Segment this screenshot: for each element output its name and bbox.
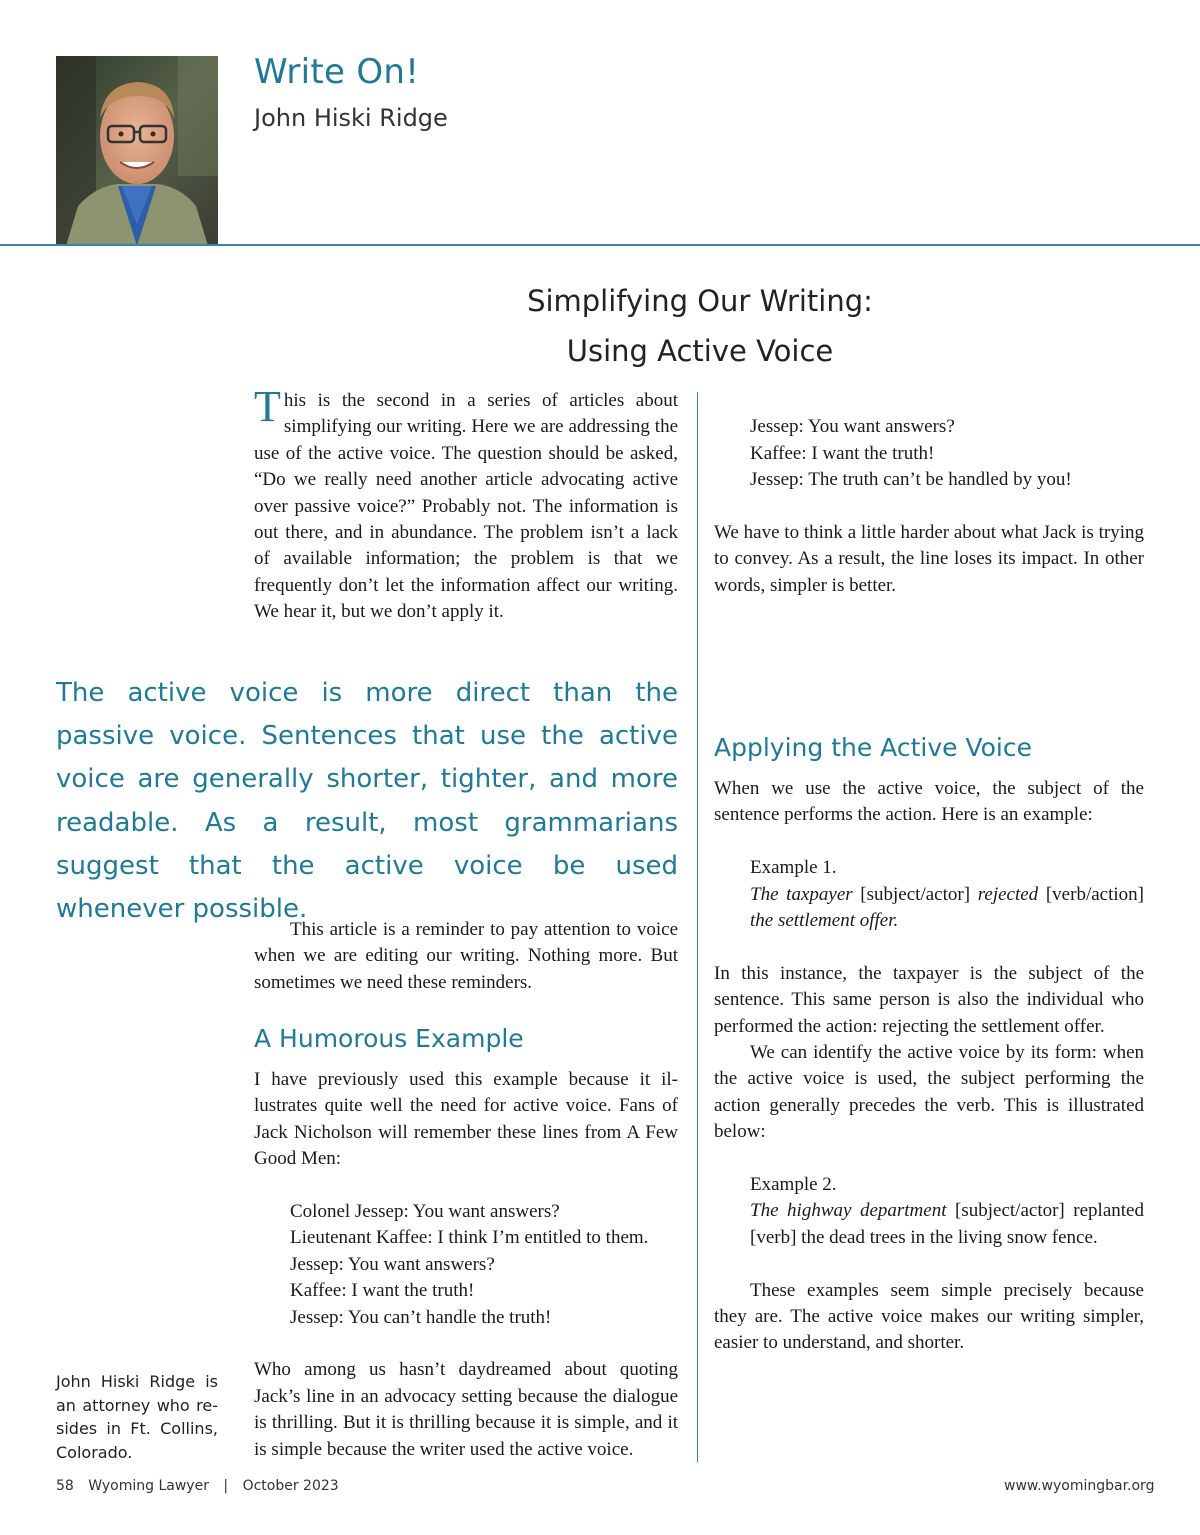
- humor-after-paragraph: Who among us hasn’t daydreamed about quoting Jack’s line in an advocacy setting because the dialogue is thrilling. But it is thrilling because it is simple, and it is simple because the writer used the active voice.: [254, 1359, 678, 1460]
- example-2-rest: [subject/actor] replanted [verb] the dead trees in the living snow fence.: [750, 1200, 1144, 1248]
- intro-text: his is the second in a series of articles about simplifying our writing. Here we are addressing the use of the active voice. The question should be asked, “Do we really need another article advocating active over passive voice?” Probably not. The information is out there, and in abundance. The problem isn’t a lack of available information; the problem is that we frequently don’t let the information affect our writing. We hear it, but we don’t apply it.: [254, 390, 678, 623]
- example-2-text: [750, 1198, 1144, 1251]
- drop-cap: T: [254, 382, 281, 431]
- applying-intro: When we use the active voice, the subject of the sentence performs the action. Here is an example:: [714, 778, 1144, 826]
- issue-date: October 2023: [242, 1478, 339, 1494]
- example-1-verb: rejected: [977, 883, 1039, 905]
- spacer: [714, 494, 1144, 520]
- author-photo: [56, 56, 218, 246]
- spacer: [714, 1146, 1144, 1172]
- dialogue-line: Jessep: The truth can’t be handled by you!: [750, 469, 1072, 491]
- website-link[interactable]: www.wyomingbar.org: [1004, 1478, 1155, 1494]
- section-heading-humorous-example: A Humorous Example: [254, 1024, 524, 1053]
- example-1: [750, 855, 1144, 934]
- column-divider: [697, 392, 698, 1462]
- spacer: [714, 829, 1144, 855]
- humorous-example-section: [254, 1067, 678, 1463]
- dialogue-line: Lieutenant Kaffee: I think I’m entitled to them.: [290, 1227, 649, 1249]
- example-2-label: Example 2.: [750, 1174, 837, 1196]
- spacer: [714, 934, 1144, 960]
- dialogue-line: Colonel Jessep: You want answers?: [290, 1201, 560, 1223]
- example-2-subject: The highway department: [750, 1200, 947, 1222]
- spacer: [714, 1251, 1144, 1277]
- publication-name: Wyoming Lawyer: [88, 1478, 209, 1494]
- identify-paragraph: We can identify the active voice by its form: when the active voice is used, the subject performing the action generally precedes the verb. This is illustrated below:: [714, 1042, 1144, 1143]
- dialogue-block-original: [290, 1199, 678, 1331]
- column-author: John Hiski Ridge: [254, 104, 448, 132]
- humor-intro: I have previously used this example because it illustrates quite well the need for active voice. Fans of Jack Nicholson will remember these lines from A Few Good Men:: [254, 1069, 678, 1170]
- section-heading-applying-active-voice: Applying the Active Voice: [714, 733, 1032, 762]
- instance-paragraph: In this instance, the taxpayer is the subject of the sentence. This same person is also the individual who performed the action: rejecting the settlement offer.: [714, 962, 1144, 1037]
- example-1-tag-verb: [verb/action]: [1038, 883, 1144, 905]
- spacer: [254, 1331, 678, 1357]
- spacer: [714, 388, 1144, 414]
- example-1-label: Example 1.: [750, 857, 837, 879]
- page-number: 58: [56, 1478, 74, 1494]
- dialogue-line: Kaffee: I want the truth!: [750, 442, 935, 464]
- reminder-paragraph: [254, 917, 678, 996]
- footer-left: [56, 1478, 349, 1494]
- closing-paragraph: These examples seem simple precisely because they are. The active voice makes our writing simpler, easier to understand, and shorter.: [714, 1279, 1144, 1354]
- dialogue-block-passive: [750, 414, 1144, 493]
- dialogue-line: Jessep: You can’t handle the truth!: [290, 1306, 552, 1328]
- right-column-upper: [714, 388, 1144, 718]
- dialogue-line: Kaffee: I want the truth!: [290, 1280, 475, 1302]
- footer-separator: |: [223, 1478, 229, 1494]
- applying-section: [714, 776, 1144, 1357]
- example-1-text: [750, 882, 1144, 935]
- column-title: Write On!: [254, 52, 420, 92]
- article-title: [500, 276, 900, 376]
- reminder-text: This article is a reminder to pay attention to voice when we are editing our writing. Nothing more. But sometimes we need these reminders.: [254, 919, 678, 993]
- article-title-line2: Using Active Voice: [566, 334, 834, 368]
- spacer: [254, 1173, 678, 1199]
- dialogue-line: Jessep: You want answers?: [750, 416, 955, 438]
- pull-quote: The active voice is more direct than the passive voice. Sentences that use the active voice are generally shorter, tighter, and more readable. As a result, most grammarians suggest that the active voice be used whenever possible.: [56, 678, 678, 925]
- article-title-line1: Simplifying Our Writing:: [527, 284, 873, 318]
- dialogue-line: Jessep: You want answers?: [290, 1253, 495, 1275]
- example-1-subject: The taxpayer: [750, 883, 853, 905]
- intro-paragraph: [254, 382, 678, 626]
- example-2: [750, 1172, 1144, 1251]
- author-bio: John Hiski Ridge is an attorney who resides in Ft. Collins, Colorado.: [56, 1372, 218, 1462]
- example-1-tag-subject: [subject/actor]: [852, 883, 978, 905]
- jack-paragraph: We have to think a little harder about what Jack is trying to convey. As a result, the line loses its impact. In other words, simpler is better.: [714, 522, 1144, 596]
- example-1-object: the settlement offer.: [750, 910, 899, 932]
- header-rule: [0, 244, 1200, 246]
